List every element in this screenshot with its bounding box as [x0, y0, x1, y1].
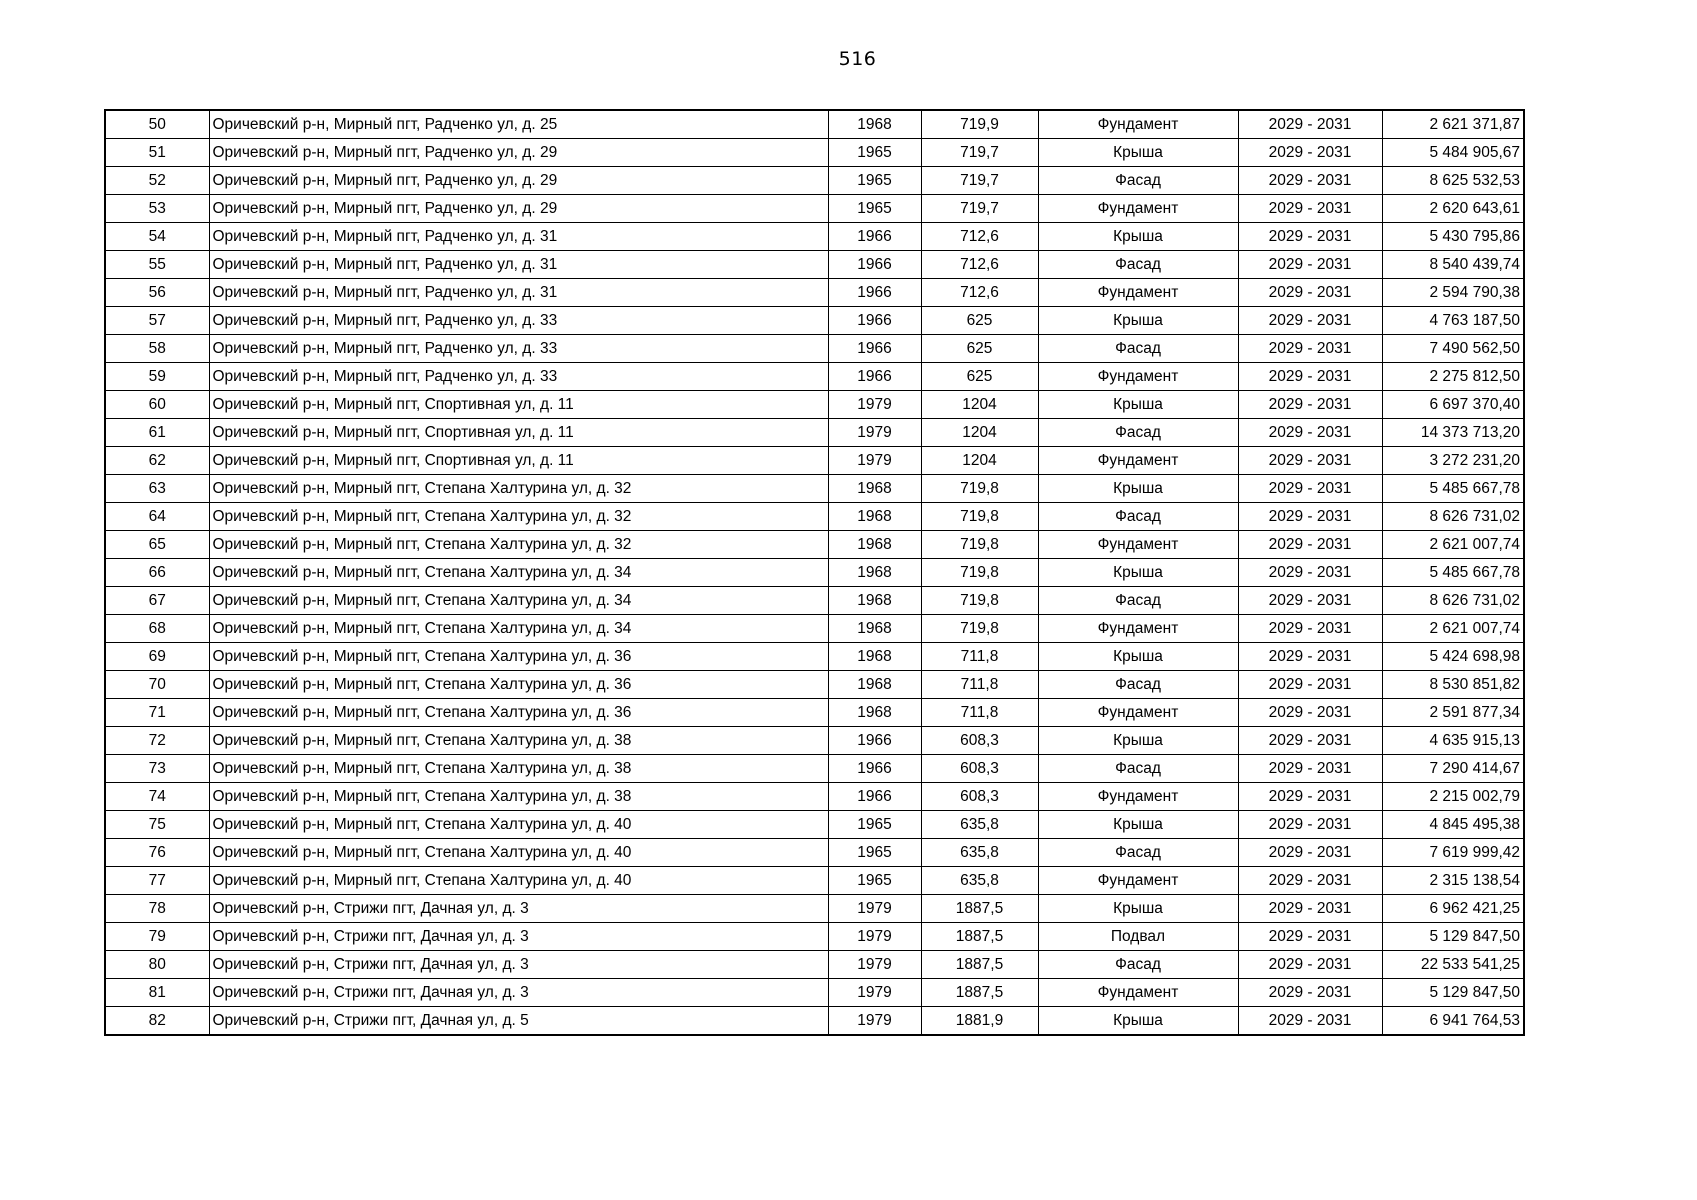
build-year-cell: 1968	[828, 475, 921, 503]
table-row	[105, 895, 1524, 923]
work-type-cell: Подвал	[1038, 923, 1238, 951]
area-cell: 712,6	[921, 279, 1038, 307]
cost-cell: 8 625 532,53	[1382, 167, 1524, 195]
table-row	[105, 671, 1524, 699]
period-cell: 2029 - 2031	[1238, 979, 1382, 1007]
period-cell: 2029 - 2031	[1238, 839, 1382, 867]
address-cell: Оричевский р-н, Мирный пгт, Степана Халтурина ул, д. 38	[209, 755, 828, 783]
row-number-cell: 67	[105, 587, 209, 615]
row-number-cell: 71	[105, 699, 209, 727]
area-cell: 608,3	[921, 727, 1038, 755]
row-number-cell: 61	[105, 419, 209, 447]
table-row	[105, 503, 1524, 531]
area-cell: 1204	[921, 391, 1038, 419]
period-cell: 2029 - 2031	[1238, 167, 1382, 195]
build-year-cell: 1979	[828, 1007, 921, 1036]
row-number-cell: 72	[105, 727, 209, 755]
area-cell: 1887,5	[921, 923, 1038, 951]
period-cell: 2029 - 2031	[1238, 279, 1382, 307]
build-year-cell: 1966	[828, 363, 921, 391]
table-row	[105, 615, 1524, 643]
period-cell: 2029 - 2031	[1238, 251, 1382, 279]
cost-cell: 6 697 370,40	[1382, 391, 1524, 419]
area-cell: 711,8	[921, 671, 1038, 699]
work-type-cell: Фасад	[1038, 503, 1238, 531]
work-type-cell: Крыша	[1038, 307, 1238, 335]
area-cell: 719,9	[921, 110, 1038, 139]
period-cell: 2029 - 2031	[1238, 895, 1382, 923]
table-row	[105, 475, 1524, 503]
period-cell: 2029 - 2031	[1238, 867, 1382, 895]
cost-cell: 8 626 731,02	[1382, 503, 1524, 531]
cost-cell: 7 290 414,67	[1382, 755, 1524, 783]
area-cell: 719,8	[921, 531, 1038, 559]
address-cell: Оричевский р-н, Мирный пгт, Степана Халтурина ул, д. 34	[209, 559, 828, 587]
cost-cell: 4 845 495,38	[1382, 811, 1524, 839]
address-cell: Оричевский р-н, Мирный пгт, Радченко ул, д. 25	[209, 110, 828, 139]
row-number-cell: 78	[105, 895, 209, 923]
address-cell: Оричевский р-н, Мирный пгт, Степана Халтурина ул, д. 32	[209, 503, 828, 531]
address-cell: Оричевский р-н, Стрижи пгт, Дачная ул, д. 3	[209, 951, 828, 979]
table-row	[105, 307, 1524, 335]
row-number-cell: 79	[105, 923, 209, 951]
address-cell: Оричевский р-н, Мирный пгт, Спортивная ул, д. 11	[209, 419, 828, 447]
build-year-cell: 1979	[828, 391, 921, 419]
work-type-cell: Фундамент	[1038, 195, 1238, 223]
cost-cell: 2 315 138,54	[1382, 867, 1524, 895]
row-number-cell: 81	[105, 979, 209, 1007]
cost-cell: 5 430 795,86	[1382, 223, 1524, 251]
period-cell: 2029 - 2031	[1238, 223, 1382, 251]
build-year-cell: 1968	[828, 643, 921, 671]
build-year-cell: 1968	[828, 531, 921, 559]
build-year-cell: 1966	[828, 279, 921, 307]
build-year-cell: 1966	[828, 307, 921, 335]
area-cell: 719,8	[921, 615, 1038, 643]
table-row	[105, 251, 1524, 279]
cost-cell: 5 484 905,67	[1382, 139, 1524, 167]
cost-cell: 5 424 698,98	[1382, 643, 1524, 671]
cost-cell: 5 485 667,78	[1382, 559, 1524, 587]
table-row	[105, 419, 1524, 447]
period-cell: 2029 - 2031	[1238, 643, 1382, 671]
area-cell: 719,7	[921, 195, 1038, 223]
area-cell: 635,8	[921, 839, 1038, 867]
row-number-cell: 66	[105, 559, 209, 587]
row-number-cell: 59	[105, 363, 209, 391]
cost-cell: 8 626 731,02	[1382, 587, 1524, 615]
build-year-cell: 1968	[828, 671, 921, 699]
table-row	[105, 643, 1524, 671]
table-row	[105, 979, 1524, 1007]
address-cell: Оричевский р-н, Мирный пгт, Степана Халтурина ул, д. 36	[209, 643, 828, 671]
row-number-cell: 68	[105, 615, 209, 643]
cost-cell: 2 621 007,74	[1382, 615, 1524, 643]
area-cell: 635,8	[921, 811, 1038, 839]
cost-cell: 8 540 439,74	[1382, 251, 1524, 279]
period-cell: 2029 - 2031	[1238, 755, 1382, 783]
build-year-cell: 1968	[828, 559, 921, 587]
table-row	[105, 839, 1524, 867]
row-number-cell: 64	[105, 503, 209, 531]
work-type-cell: Фундамент	[1038, 363, 1238, 391]
address-cell: Оричевский р-н, Стрижи пгт, Дачная ул, д. 3	[209, 895, 828, 923]
address-cell: Оричевский р-н, Мирный пгт, Радченко ул, д. 31	[209, 279, 828, 307]
area-cell: 1887,5	[921, 979, 1038, 1007]
address-cell: Оричевский р-н, Мирный пгт, Радченко ул, д. 29	[209, 139, 828, 167]
cost-cell: 2 621 371,87	[1382, 110, 1524, 139]
row-number-cell: 60	[105, 391, 209, 419]
period-cell: 2029 - 2031	[1238, 1007, 1382, 1036]
address-cell: Оричевский р-н, Стрижи пгт, Дачная ул, д. 3	[209, 979, 828, 1007]
work-type-cell: Крыша	[1038, 139, 1238, 167]
work-type-cell: Фундамент	[1038, 783, 1238, 811]
build-year-cell: 1979	[828, 419, 921, 447]
address-cell: Оричевский р-н, Мирный пгт, Степана Халтурина ул, д. 34	[209, 615, 828, 643]
build-year-cell: 1968	[828, 699, 921, 727]
period-cell: 2029 - 2031	[1238, 139, 1382, 167]
period-cell: 2029 - 2031	[1238, 923, 1382, 951]
address-cell: Оричевский р-н, Мирный пгт, Степана Халтурина ул, д. 34	[209, 587, 828, 615]
cost-cell: 4 635 915,13	[1382, 727, 1524, 755]
work-type-cell: Фундамент	[1038, 110, 1238, 139]
row-number-cell: 58	[105, 335, 209, 363]
row-number-cell: 54	[105, 223, 209, 251]
table-row	[105, 110, 1524, 139]
address-cell: Оричевский р-н, Стрижи пгт, Дачная ул, д. 5	[209, 1007, 828, 1036]
build-year-cell: 1979	[828, 951, 921, 979]
period-cell: 2029 - 2031	[1238, 587, 1382, 615]
build-year-cell: 1966	[828, 251, 921, 279]
area-cell: 712,6	[921, 223, 1038, 251]
work-type-cell: Фасад	[1038, 839, 1238, 867]
period-cell: 2029 - 2031	[1238, 447, 1382, 475]
cost-cell: 2 620 643,61	[1382, 195, 1524, 223]
address-cell: Оричевский р-н, Мирный пгт, Спортивная ул, д. 11	[209, 391, 828, 419]
row-number-cell: 63	[105, 475, 209, 503]
cost-cell: 14 373 713,20	[1382, 419, 1524, 447]
table-row	[105, 195, 1524, 223]
period-cell: 2029 - 2031	[1238, 503, 1382, 531]
repair-schedule-table	[104, 109, 1525, 1036]
period-cell: 2029 - 2031	[1238, 531, 1382, 559]
table-body	[105, 110, 1524, 1035]
area-cell: 625	[921, 335, 1038, 363]
build-year-cell: 1965	[828, 195, 921, 223]
work-type-cell: Фундамент	[1038, 615, 1238, 643]
area-cell: 1887,5	[921, 951, 1038, 979]
build-year-cell: 1966	[828, 755, 921, 783]
work-type-cell: Фундамент	[1038, 531, 1238, 559]
row-number-cell: 57	[105, 307, 209, 335]
work-type-cell: Крыша	[1038, 1007, 1238, 1036]
cost-cell: 2 215 002,79	[1382, 783, 1524, 811]
period-cell: 2029 - 2031	[1238, 110, 1382, 139]
row-number-cell: 50	[105, 110, 209, 139]
area-cell: 1887,5	[921, 895, 1038, 923]
area-cell: 625	[921, 307, 1038, 335]
area-cell: 719,8	[921, 587, 1038, 615]
table-row	[105, 755, 1524, 783]
row-number-cell: 52	[105, 167, 209, 195]
period-cell: 2029 - 2031	[1238, 195, 1382, 223]
build-year-cell: 1979	[828, 923, 921, 951]
table-row	[105, 559, 1524, 587]
table-row	[105, 811, 1524, 839]
table-row	[105, 139, 1524, 167]
table-row	[105, 867, 1524, 895]
address-cell: Оричевский р-н, Мирный пгт, Радченко ул, д. 33	[209, 307, 828, 335]
build-year-cell: 1979	[828, 895, 921, 923]
build-year-cell: 1965	[828, 839, 921, 867]
row-number-cell: 77	[105, 867, 209, 895]
period-cell: 2029 - 2031	[1238, 951, 1382, 979]
row-number-cell: 82	[105, 1007, 209, 1036]
build-year-cell: 1965	[828, 867, 921, 895]
table-row	[105, 391, 1524, 419]
area-cell: 719,8	[921, 559, 1038, 587]
area-cell: 1204	[921, 447, 1038, 475]
area-cell: 711,8	[921, 643, 1038, 671]
period-cell: 2029 - 2031	[1238, 783, 1382, 811]
build-year-cell: 1966	[828, 335, 921, 363]
row-number-cell: 55	[105, 251, 209, 279]
table-row	[105, 1007, 1524, 1036]
cost-cell: 5 129 847,50	[1382, 979, 1524, 1007]
work-type-cell: Крыша	[1038, 223, 1238, 251]
address-cell: Оричевский р-н, Мирный пгт, Радченко ул, д. 33	[209, 335, 828, 363]
cost-cell: 6 962 421,25	[1382, 895, 1524, 923]
build-year-cell: 1966	[828, 783, 921, 811]
address-cell: Оричевский р-н, Мирный пгт, Спортивная ул, д. 11	[209, 447, 828, 475]
area-cell: 1204	[921, 419, 1038, 447]
address-cell: Оричевский р-н, Мирный пгт, Радченко ул, д. 33	[209, 363, 828, 391]
work-type-cell: Крыша	[1038, 727, 1238, 755]
work-type-cell: Фасад	[1038, 755, 1238, 783]
table-row	[105, 167, 1524, 195]
address-cell: Оричевский р-н, Мирный пгт, Радченко ул, д. 29	[209, 195, 828, 223]
row-number-cell: 65	[105, 531, 209, 559]
period-cell: 2029 - 2031	[1238, 307, 1382, 335]
period-cell: 2029 - 2031	[1238, 559, 1382, 587]
work-type-cell: Крыша	[1038, 811, 1238, 839]
build-year-cell: 1966	[828, 727, 921, 755]
work-type-cell: Фасад	[1038, 419, 1238, 447]
address-cell: Оричевский р-н, Мирный пгт, Степана Халтурина ул, д. 38	[209, 783, 828, 811]
area-cell: 719,7	[921, 139, 1038, 167]
cost-cell: 5 129 847,50	[1382, 923, 1524, 951]
period-cell: 2029 - 2031	[1238, 615, 1382, 643]
build-year-cell: 1966	[828, 223, 921, 251]
address-cell: Оричевский р-н, Мирный пгт, Степана Халтурина ул, д. 36	[209, 699, 828, 727]
work-type-cell: Фасад	[1038, 671, 1238, 699]
address-cell: Оричевский р-н, Мирный пгт, Радченко ул, д. 31	[209, 223, 828, 251]
address-cell: Оричевский р-н, Мирный пгт, Степана Халтурина ул, д. 40	[209, 867, 828, 895]
address-cell: Оричевский р-н, Стрижи пгт, Дачная ул, д. 3	[209, 923, 828, 951]
area-cell: 711,8	[921, 699, 1038, 727]
table-row	[105, 335, 1524, 363]
cost-cell: 7 619 999,42	[1382, 839, 1524, 867]
table-row	[105, 587, 1524, 615]
row-number-cell: 69	[105, 643, 209, 671]
area-cell: 719,8	[921, 475, 1038, 503]
build-year-cell: 1968	[828, 110, 921, 139]
address-cell: Оричевский р-н, Мирный пгт, Степана Халтурина ул, д. 40	[209, 839, 828, 867]
area-cell: 712,6	[921, 251, 1038, 279]
table-row	[105, 447, 1524, 475]
cost-cell: 22 533 541,25	[1382, 951, 1524, 979]
row-number-cell: 80	[105, 951, 209, 979]
cost-cell: 6 941 764,53	[1382, 1007, 1524, 1036]
table-row	[105, 699, 1524, 727]
area-cell: 625	[921, 363, 1038, 391]
row-number-cell: 70	[105, 671, 209, 699]
work-type-cell: Фасад	[1038, 167, 1238, 195]
cost-cell: 8 530 851,82	[1382, 671, 1524, 699]
address-cell: Оричевский р-н, Мирный пгт, Степана Халтурина ул, д. 38	[209, 727, 828, 755]
row-number-cell: 76	[105, 839, 209, 867]
period-cell: 2029 - 2031	[1238, 419, 1382, 447]
address-cell: Оричевский р-н, Мирный пгт, Радченко ул, д. 29	[209, 167, 828, 195]
work-type-cell: Крыша	[1038, 475, 1238, 503]
address-cell: Оричевский р-н, Мирный пгт, Степана Халтурина ул, д. 40	[209, 811, 828, 839]
work-type-cell: Фасад	[1038, 951, 1238, 979]
address-cell: Оричевский р-н, Мирный пгт, Степана Халтурина ул, д. 36	[209, 671, 828, 699]
row-number-cell: 51	[105, 139, 209, 167]
cost-cell: 2 275 812,50	[1382, 363, 1524, 391]
cost-cell: 2 594 790,38	[1382, 279, 1524, 307]
table-row	[105, 951, 1524, 979]
row-number-cell: 74	[105, 783, 209, 811]
build-year-cell: 1965	[828, 139, 921, 167]
address-cell: Оричевский р-н, Мирный пгт, Радченко ул, д. 31	[209, 251, 828, 279]
period-cell: 2029 - 2031	[1238, 363, 1382, 391]
work-type-cell: Крыша	[1038, 391, 1238, 419]
build-year-cell: 1968	[828, 615, 921, 643]
table-row	[105, 279, 1524, 307]
work-type-cell: Фасад	[1038, 335, 1238, 363]
row-number-cell: 73	[105, 755, 209, 783]
address-cell: Оричевский р-н, Мирный пгт, Степана Халтурина ул, д. 32	[209, 475, 828, 503]
table-row	[105, 783, 1524, 811]
build-year-cell: 1965	[828, 811, 921, 839]
cost-cell: 7 490 562,50	[1382, 335, 1524, 363]
cost-cell: 3 272 231,20	[1382, 447, 1524, 475]
work-type-cell: Фундамент	[1038, 979, 1238, 1007]
work-type-cell: Фундамент	[1038, 699, 1238, 727]
work-type-cell: Крыша	[1038, 895, 1238, 923]
cost-cell: 5 485 667,78	[1382, 475, 1524, 503]
period-cell: 2029 - 2031	[1238, 699, 1382, 727]
area-cell: 1881,9	[921, 1007, 1038, 1036]
build-year-cell: 1979	[828, 447, 921, 475]
work-type-cell: Фасад	[1038, 587, 1238, 615]
period-cell: 2029 - 2031	[1238, 811, 1382, 839]
table-row	[105, 223, 1524, 251]
address-cell: Оричевский р-н, Мирный пгт, Степана Халтурина ул, д. 32	[209, 531, 828, 559]
work-type-cell: Фундамент	[1038, 867, 1238, 895]
period-cell: 2029 - 2031	[1238, 671, 1382, 699]
period-cell: 2029 - 2031	[1238, 391, 1382, 419]
build-year-cell: 1968	[828, 503, 921, 531]
page-number: 516	[838, 48, 877, 70]
cost-cell: 4 763 187,50	[1382, 307, 1524, 335]
build-year-cell: 1979	[828, 979, 921, 1007]
row-number-cell: 75	[105, 811, 209, 839]
period-cell: 2029 - 2031	[1238, 727, 1382, 755]
cost-cell: 2 591 877,34	[1382, 699, 1524, 727]
row-number-cell: 62	[105, 447, 209, 475]
build-year-cell: 1968	[828, 587, 921, 615]
row-number-cell: 53	[105, 195, 209, 223]
area-cell: 719,7	[921, 167, 1038, 195]
work-type-cell: Фундамент	[1038, 447, 1238, 475]
area-cell: 608,3	[921, 783, 1038, 811]
row-number-cell: 56	[105, 279, 209, 307]
table-row	[105, 363, 1524, 391]
table-row	[105, 923, 1524, 951]
work-type-cell: Фасад	[1038, 251, 1238, 279]
area-cell: 608,3	[921, 755, 1038, 783]
cost-cell: 2 621 007,74	[1382, 531, 1524, 559]
work-type-cell: Крыша	[1038, 643, 1238, 671]
build-year-cell: 1965	[828, 167, 921, 195]
area-cell: 635,8	[921, 867, 1038, 895]
period-cell: 2029 - 2031	[1238, 475, 1382, 503]
work-type-cell: Фундамент	[1038, 279, 1238, 307]
table-row	[105, 531, 1524, 559]
table-row	[105, 727, 1524, 755]
area-cell: 719,8	[921, 503, 1038, 531]
work-type-cell: Крыша	[1038, 559, 1238, 587]
period-cell: 2029 - 2031	[1238, 335, 1382, 363]
